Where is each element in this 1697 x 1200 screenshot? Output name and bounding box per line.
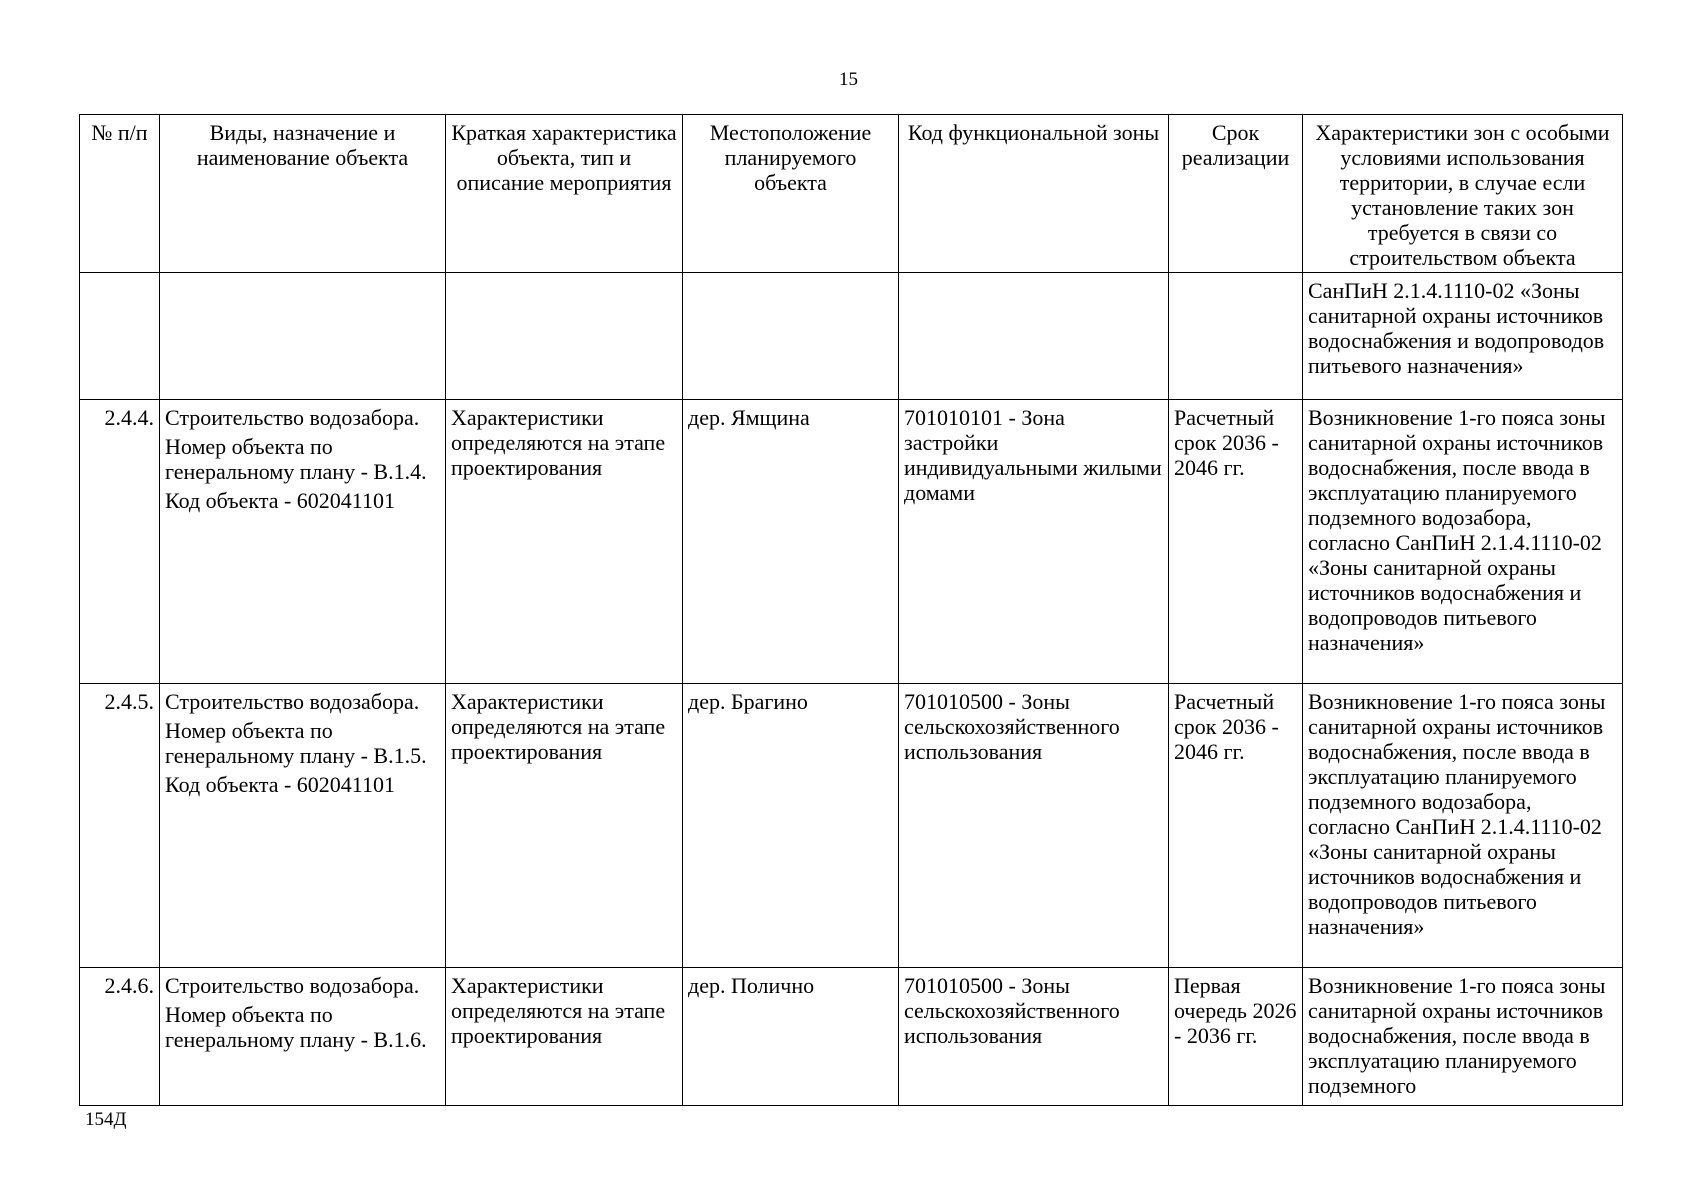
table-row xyxy=(80,684,1623,968)
cell-zones: Возникновение 1-го пояса зоны санитарной охраны источников водоснабжения, после ввода в эксплуатацию планируемого подземного xyxy=(1303,968,1623,1106)
cell-name xyxy=(160,968,446,1106)
cell-term: Расчетный срок 2036 - 2046 гг. xyxy=(1169,400,1303,684)
cell-zones: Возникновение 1-го пояса зоны санитарной охраны источников водоснабжения, после ввода в эксплуатацию планируемого подземного водозабора, согласно СанПиН 2.1.4.1110-02 «Зоны санитарной охраны источников водоснабжения и водопроводов питьевого назначения» xyxy=(1303,684,1623,968)
header-term: Срок реализации xyxy=(1169,115,1303,273)
object-plan-number: Номер объекта по генеральному плану - В.1.4. xyxy=(165,434,427,484)
object-plan-number: Номер объекта по генеральному плану - В.1.6. xyxy=(165,1002,427,1052)
header-zones: Характеристики зон с особыми условиями использования территории, в случае если установление таких зон требуется в связи со строительством объекта xyxy=(1303,115,1623,273)
cell-name xyxy=(160,400,446,684)
header-location: Местоположение планируемого объекта xyxy=(683,115,899,273)
table-row-continuation xyxy=(80,273,1623,400)
page-number: 15 xyxy=(839,69,858,90)
cell-num: 2.4.4. xyxy=(80,400,160,684)
cell-num: 2.4.6. xyxy=(80,968,160,1106)
cell-num: 2.4.5. xyxy=(80,684,160,968)
header-num: № п/п xyxy=(80,115,160,273)
cell-term: Расчетный срок 2036 - 2046 гг. xyxy=(1169,684,1303,968)
cell-characteristics: Характеристики определяются на этапе проектирования xyxy=(446,968,683,1106)
table-row xyxy=(80,400,1623,684)
object-code: Код объекта - 602041101 xyxy=(165,772,395,797)
cell-location: дер. Брагино xyxy=(683,684,899,968)
cell-zone-code: 701010500 - Зоны сельскохозяйственного использования xyxy=(899,968,1169,1106)
header-zone-code: Код функциональной зоны xyxy=(899,115,1169,273)
header-name: Виды, назначение и наименование объекта xyxy=(160,115,446,273)
cell-zone-code: 701010101 - Зона застройки индивидуальными жилыми домами xyxy=(899,400,1169,684)
cell-zone-code: 701010500 - Зоны сельскохозяйственного использования xyxy=(899,684,1169,968)
cell-location: дер. Ямщина xyxy=(683,400,899,684)
table-header-row xyxy=(80,115,1623,273)
object-name: Строительство водозабора. xyxy=(165,973,420,998)
objects-table xyxy=(79,114,1623,1106)
object-name: Строительство водозабора. xyxy=(165,689,420,714)
cell-location: дер. Полично xyxy=(683,968,899,1106)
header-characteristics: Краткая характеристика объекта, тип и описание мероприятия xyxy=(446,115,683,273)
footer-code: 154Д xyxy=(85,1109,127,1130)
object-code: Код объекта - 602041101 xyxy=(165,488,395,513)
cell-characteristics: Характеристики определяются на этапе проектирования xyxy=(446,684,683,968)
object-plan-number: Номер объекта по генеральному плану - В.1.5. xyxy=(165,718,427,768)
cell-zones: Возникновение 1-го пояса зоны санитарной охраны источников водоснабжения, после ввода в эксплуатацию планируемого подземного водозабора, согласно СанПиН 2.1.4.1110-02 «Зоны санитарной охраны источников водоснабжения и водопроводов питьевого назначения» xyxy=(1303,400,1623,684)
table-row xyxy=(80,968,1623,1106)
cell-name xyxy=(160,684,446,968)
cell-zones: СанПиН 2.1.4.1110-02 «Зоны санитарной охраны источников водоснабжения и водопроводов питьевого назначения» xyxy=(1303,273,1623,400)
cell-characteristics: Характеристики определяются на этапе проектирования xyxy=(446,400,683,684)
cell-term: Первая очередь 2026 - 2036 гг. xyxy=(1169,968,1303,1106)
object-name: Строительство водозабора. xyxy=(165,405,420,430)
